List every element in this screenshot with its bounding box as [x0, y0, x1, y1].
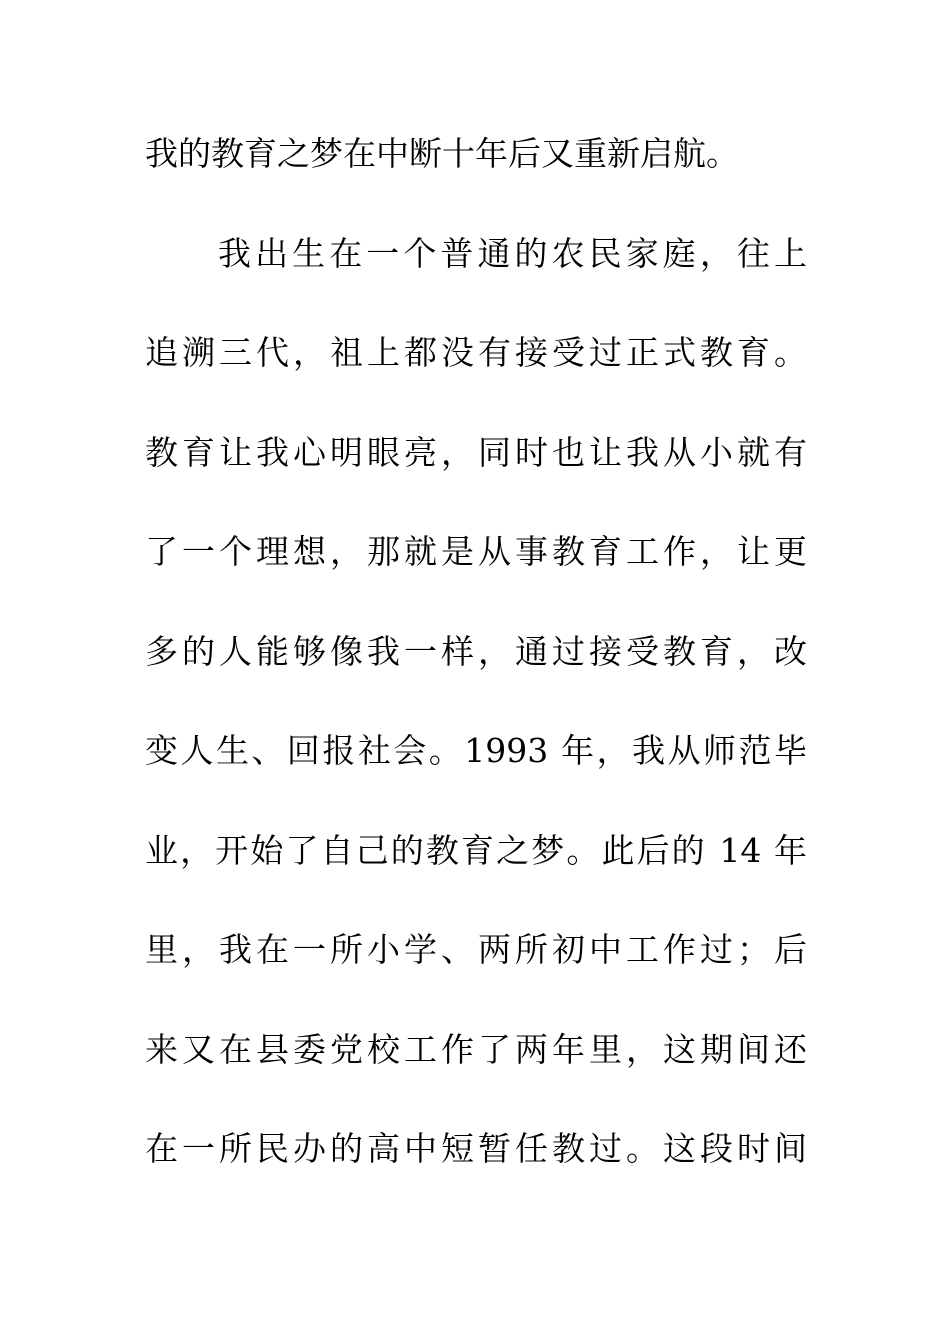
text-line-9: 里，我在一所小学、两所初中工作过；后 [145, 930, 807, 969]
text-line-10: 来又在县委党校工作了两年里，这期间还 [145, 1030, 807, 1069]
text-line-4: 教育让我心明眼亮，同时也让我从小就有 [145, 433, 807, 472]
text-line-11: 在一所民办的高中短暂任教过。这段时间 [145, 1129, 807, 1168]
text-line-7: 变人生、回报社会。1993 年，我从师范毕 [145, 731, 807, 770]
text-line-3: 追溯三代，祖上都没有接受过正式教育。 [145, 333, 807, 372]
text-line-1: 我的教育之梦在中断十年后又重新启航。 [145, 134, 739, 173]
text-line-6: 多的人能够像我一样，通过接受教育，改 [145, 632, 807, 671]
text-line-8: 业，开始了自己的教育之梦。此后的 14 年 [145, 831, 807, 870]
text-line-2: 我出生在一个普通的农民家庭，往上 [218, 234, 807, 273]
text-line-5: 了一个理想，那就是从事教育工作，让更 [145, 532, 807, 571]
